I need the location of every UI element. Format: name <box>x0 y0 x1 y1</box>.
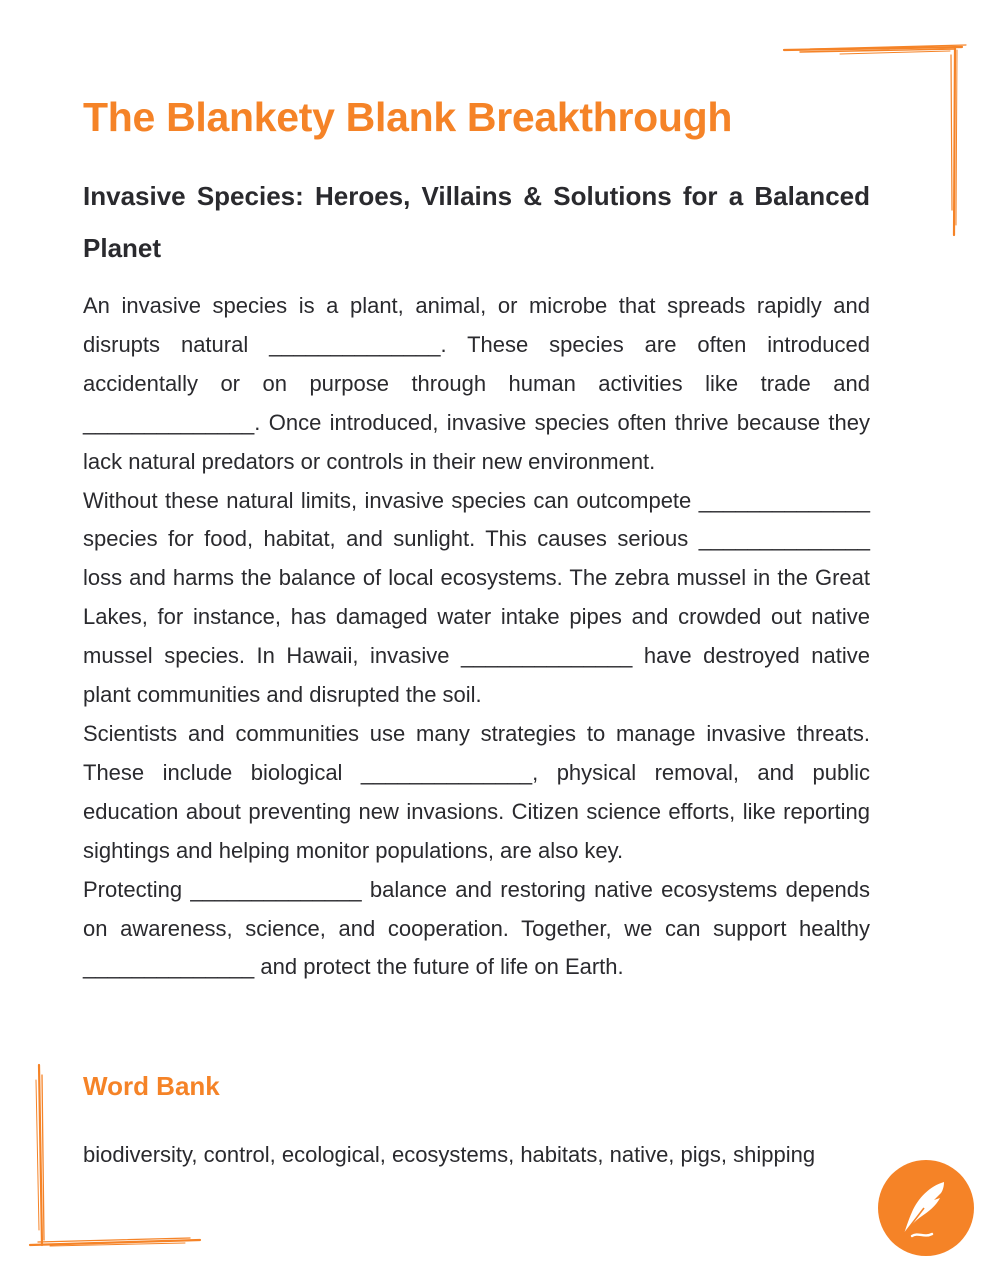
word-bank-list: biodiversity, control, ecological, ecosystems, habitats, native, pigs, shipping <box>83 1142 816 1167</box>
page-subtitle: Invasive Species: Heroes, Villains & Solutions for a Balanced Planet <box>83 181 870 263</box>
paragraph: Without these natural limits, invasive species can outcompete ______________ species for food, habitat, and sunlight. This causes serious ______________ loss and harms the balance of local ecosystems. The zebra mussel in the Great Lakes, for instance, has damaged water intake pipes and crowded out native mussel species. In Hawaii, invasive ______________ have destroyed native plant communities and disrupted the soil. <box>83 487 870 708</box>
paragraph: Protecting ______________ balance and restoring native ecosystems depends on awareness, science, and cooperation. Together, we can support healthy ______________ and protect the future of life on Earth. <box>83 876 870 980</box>
paragraph: Scientists and communities use many strategies to manage invasive threats. These include biological ______________, physical removal, and public education about preventing new invasions. Citizen science efforts, like reporting sightings and helping monitor populations, are also key. <box>83 720 870 863</box>
logo-badge <box>878 1160 974 1256</box>
paragraph: An invasive species is a plant, animal, or microbe that spreads rapidly and disrupts natural ______________. These species are often introduced accidentally or on purpose through human activities like trade and ______________. Once introduced, invasive species often thrive because they lack natural predators or controls in their new environment. <box>83 293 870 474</box>
feather-quill-icon <box>878 1160 974 1256</box>
page-title: The Blankety Blank Breakthrough <box>83 94 733 140</box>
passage <box>83 287 870 987</box>
word-bank-heading: Word Bank <box>83 1071 220 1101</box>
